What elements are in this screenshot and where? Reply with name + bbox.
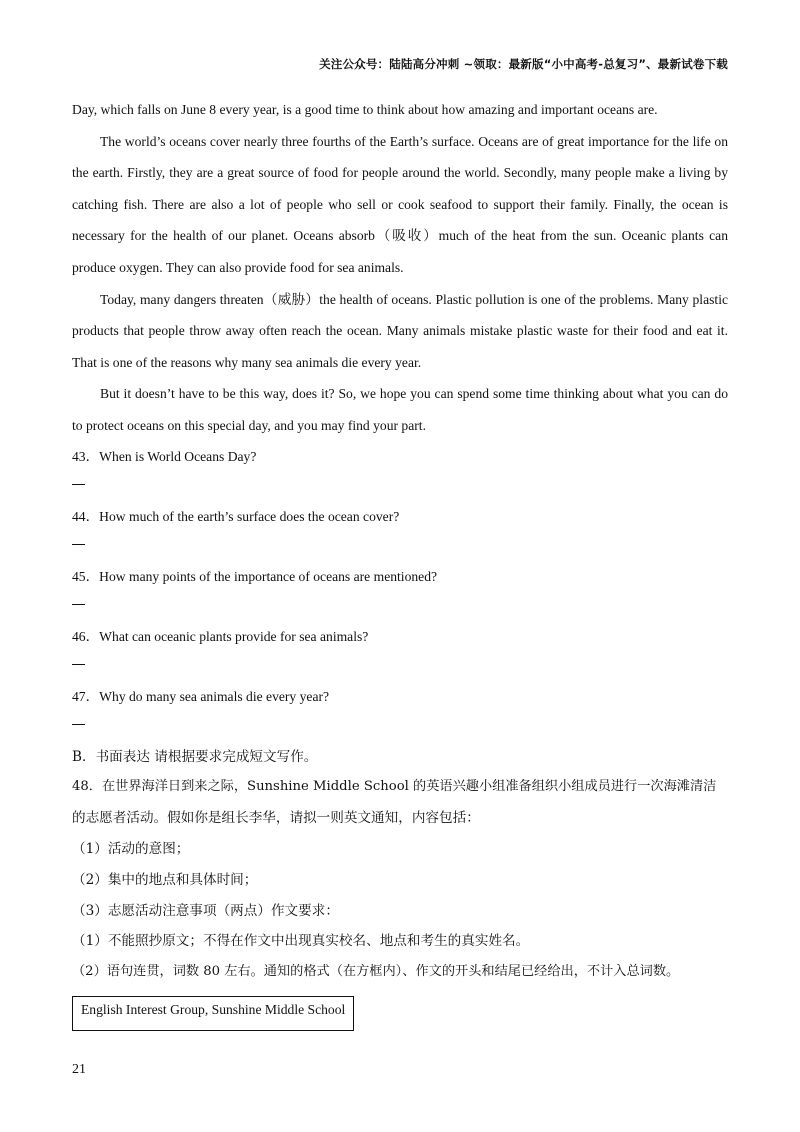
question-47: 47．Why do many sea animals die every year?	[72, 688, 330, 704]
question-43: 43．When is World Oceans Day?	[72, 448, 257, 464]
passage-paragraph-3: Today, many dangers threaten（威胁）the health of oceans. Plastic pollution is one of the problems. Many plastic products that people throw away often reach the ocean. Many animals mistake plastic waste for their food and eat it. That is one of the reasons why many sea animals die every year.	[72, 291, 728, 370]
question-46: 46．What can oceanic plants provide for sea animals?	[72, 628, 369, 644]
writing-item-2: （2）集中的地点和具体时间；	[72, 871, 258, 888]
question-45: 45．How many points of the importance of oceans are mentioned?	[72, 568, 438, 584]
passage-paragraph-2: The world’s oceans cover nearly three fourths of the Earth’s surface. Oceans are of great importance for the life on the earth. Firstly, they are a great source of food for people around the world. Secondly, many people make a living by catching fish. There are also a lot of people who sell or cook seafood to support their family. Finally, the ocean is necessary for the health of our planet. Oceans absorb（吸收）much of the heat from the sun. Oceanic plants can produce oxygen. They can also provide food for sea animals.	[72, 133, 728, 275]
answer-blank-43	[72, 484, 85, 485]
page-header: 关注公众号：陆陆高分冲刺 ~领取：最新版“小中高考-总复习”、最新试卷下载	[319, 57, 728, 71]
writing-item-4: （1）不能照抄原文；不得在作文中出现真实校名、地点和考生的真实姓名。	[72, 933, 530, 950]
writing-item-1: （1）活动的意图；	[72, 840, 190, 857]
answer-blank-44	[72, 544, 85, 545]
answer-blank-47	[72, 724, 85, 725]
writing-prompt-line-1: 48．在世界海洋日到来之际，Sunshine Middle School 的英语兴趣小组准备组织小组成员进行一次海滩清洁	[72, 779, 717, 795]
writing-item-3: （3）志愿活动注意事项（两点）作文要求：	[72, 902, 339, 919]
passage-paragraph-1: Day, which falls on June 8 every year, is a good time to think about how amazing and important oceans are.	[72, 102, 658, 117]
page-number: 21	[72, 1062, 86, 1077]
answer-blank-46	[72, 664, 85, 665]
document-body	[72, 94, 728, 1031]
passage-paragraph-4: But it doesn’t have to be this way, does it? So, we hope you can spend some time thinking about what you can do to protect oceans on this special day, and you may find your part.	[72, 386, 728, 433]
answer-blank-45	[72, 604, 85, 605]
question-44: 44．How much of the earth’s surface does the ocean cover?	[72, 508, 400, 524]
notice-header-box: English Interest Group, Sunshine Middle School	[72, 996, 354, 1031]
writing-item-5: （2）语句连贯，词数 80 左右。通知的格式（在方框内）、作文的开头和结尾已经给出，不计入总词数。	[72, 964, 680, 980]
writing-prompt-line-2: 的志愿者活动。假如你是组长李华，请拟一则英文通知，内容包括：	[72, 810, 480, 827]
writing-section-title: B．书面表达 请根据要求完成短文写作。	[72, 748, 318, 765]
